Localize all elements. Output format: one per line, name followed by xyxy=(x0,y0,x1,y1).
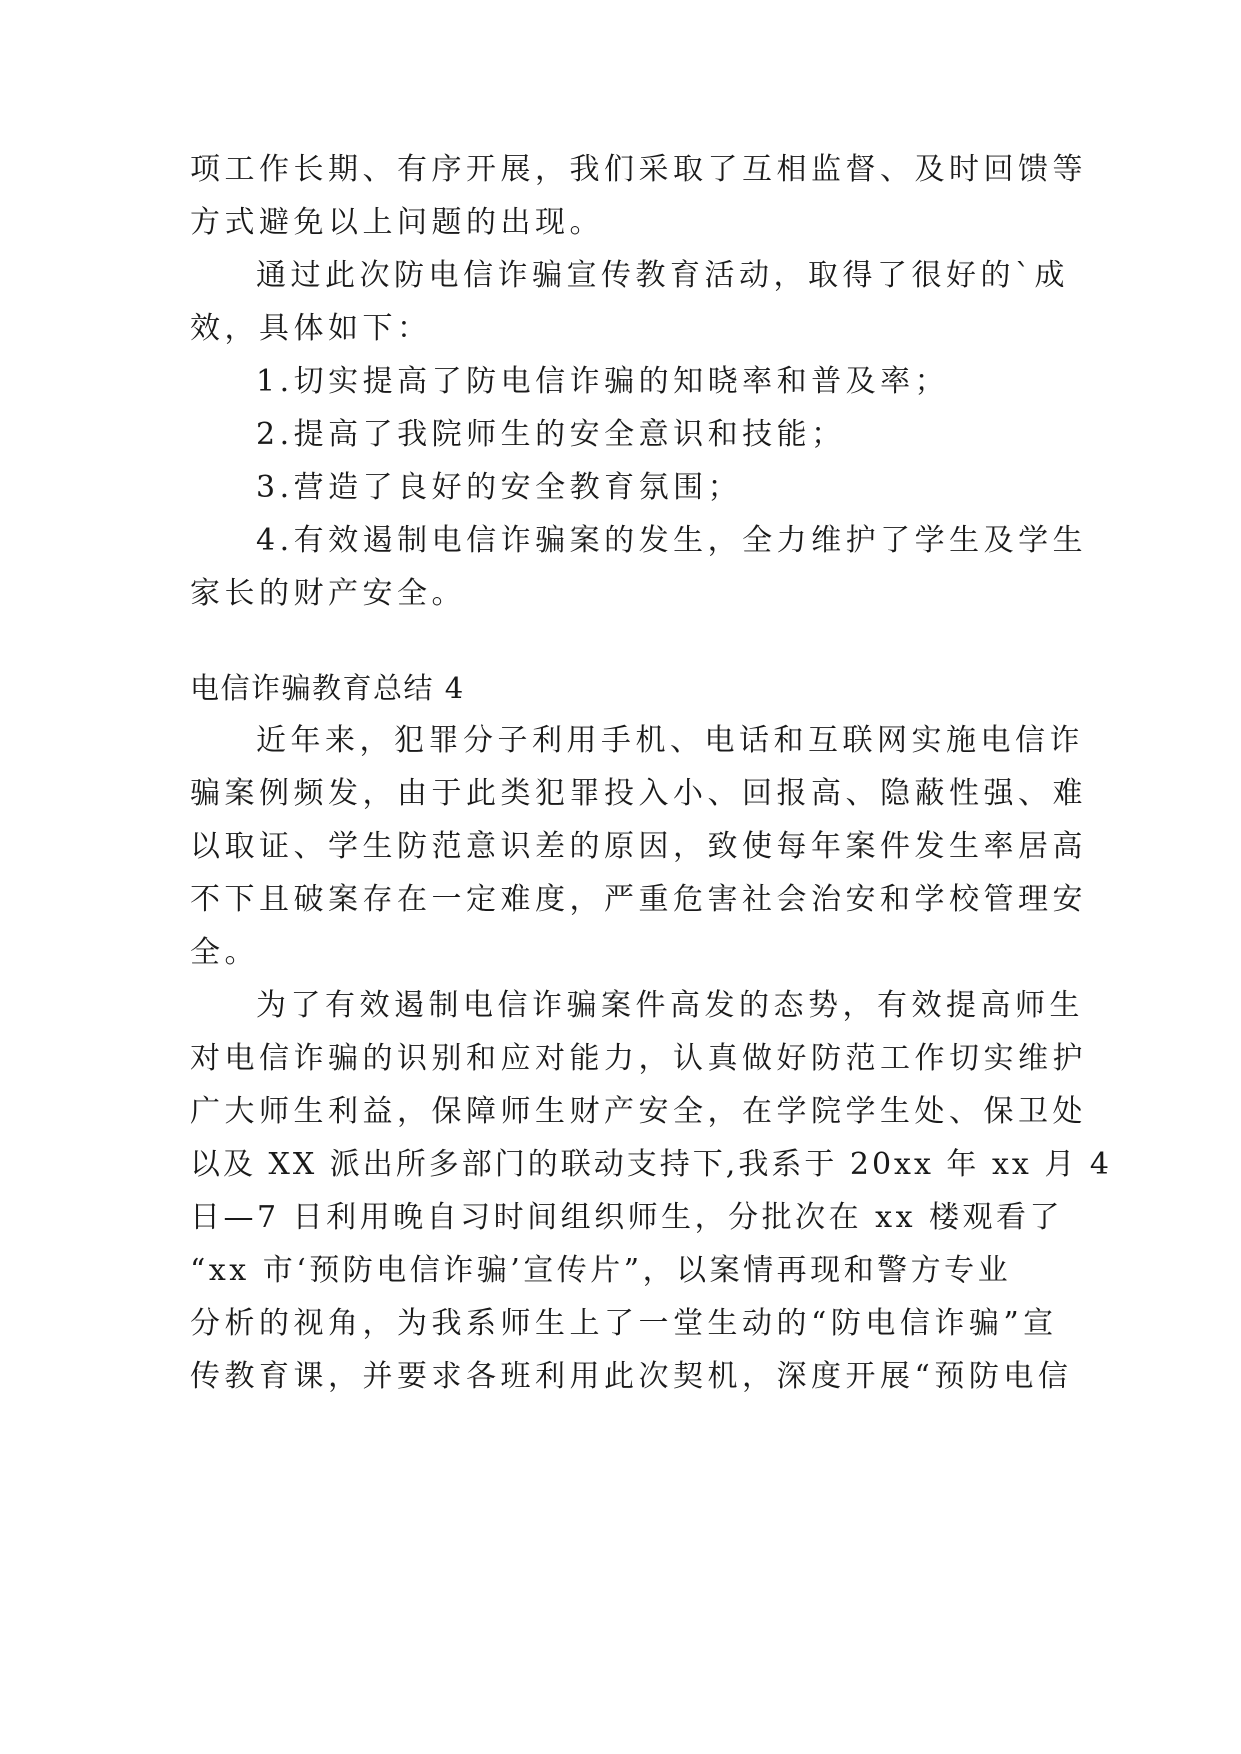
text-line: 以及 XX 派出所多部门的联动支持下,我系于 20xx 年 xx 月 4 xyxy=(190,1147,1112,1182)
text-line: 效，具体如下： xyxy=(190,311,432,346)
list-item: 1.切实提高了防电信诈骗的知晓率和普及率； xyxy=(256,364,950,399)
text-line: 分析的视角，为我系师生上了一堂生动的“防电信诈骗”宣 xyxy=(190,1306,1058,1341)
text-line: 近年来，犯罪分子利用手机、电话和互联网实施电信诈 xyxy=(256,723,1084,758)
text-line: 广大师生利益，保障师生财产安全，在学院学生处、保卫处 xyxy=(190,1094,1087,1129)
list-item: 2.提高了我院师生的安全意识和技能； xyxy=(256,417,846,452)
text-line: “xx 市‘预防电信诈骗’宣传片”，以案情再现和警方专业 xyxy=(190,1253,1012,1288)
text-line: 通过此次防电信诈骗宣传教育活动，取得了很好的`成 xyxy=(256,258,1069,293)
list-item: 3.营造了良好的安全教育氛围； xyxy=(256,470,743,505)
text-line: 以取证、学生防范意识差的原因，致使每年案件发生率居高 xyxy=(190,829,1087,864)
text-line: 骗案例频发，由于此类犯罪投入小、回报高、隐蔽性强、难 xyxy=(190,776,1087,811)
text-line: 不下且破案存在一定难度，严重危害社会治安和学校管理安 xyxy=(190,882,1087,917)
text-line: 传教育课，并要求各班利用此次契机，深度开展“预防电信 xyxy=(190,1359,1073,1394)
text-line: 为了有效遏制电信诈骗案件高发的态势，有效提高师生 xyxy=(256,988,1084,1023)
list-item-continuation: 家长的财产安全。 xyxy=(190,576,466,611)
text-line: 方式避免以上问题的出现。 xyxy=(190,205,604,240)
text-line: 对电信诈骗的识别和应对能力，认真做好防范工作切实维护 xyxy=(190,1041,1087,1076)
text-line: 全。 xyxy=(190,935,259,970)
text-line: 日—7 日利用晚自习时间组织师生，分批次在 xx 楼观看了 xyxy=(190,1200,1064,1235)
text-line: 项工作长期、有序开展，我们采取了互相监督、及时回馈等 xyxy=(190,152,1087,187)
list-item: 4.有效遏制电信诈骗案的发生，全力维护了学生及学生 xyxy=(256,523,1088,558)
section-title: 电信诈骗教育总结 4 xyxy=(190,671,465,705)
